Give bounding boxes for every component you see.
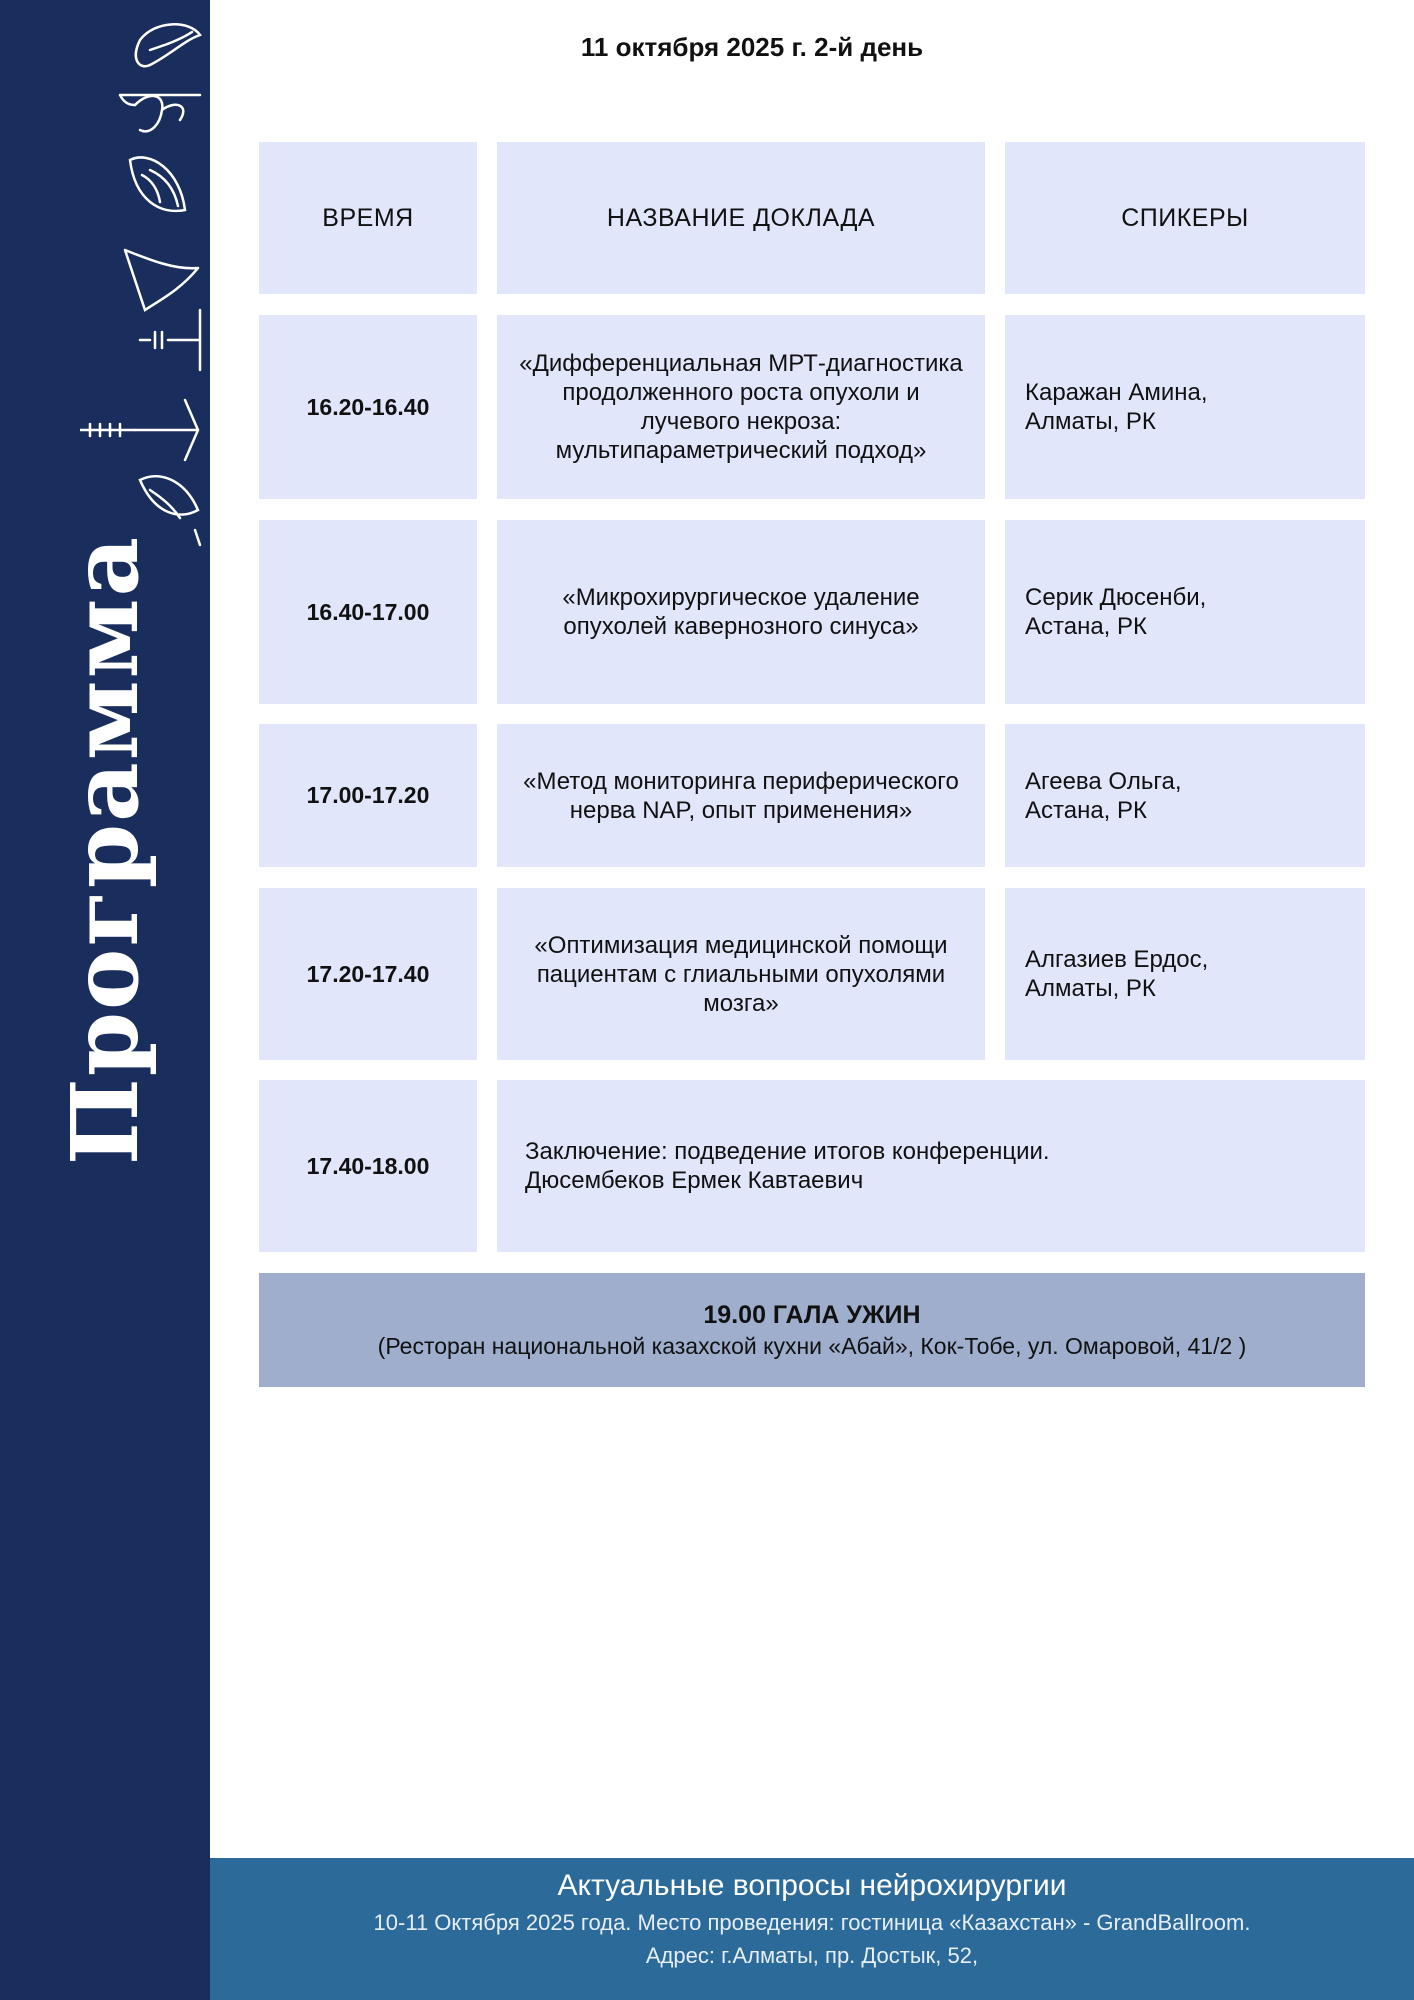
row-1-talk: «Дифференциальная МРТ-диагностика продолженного роста опухоли и лучевого некроза: мультипараметрический подход»	[497, 315, 985, 499]
gala-title: 19.00 ГАЛА УЖИН	[703, 1301, 921, 1329]
row-1-speaker: Каражан Амина,	[1025, 379, 1208, 406]
closing-time: 17.40-18.00	[259, 1080, 477, 1252]
row-3-time: 17.00-17.20	[259, 724, 477, 867]
program-vertical-title: Программа	[51, 534, 159, 1166]
row-2-location: Астана, РК	[1025, 613, 1148, 640]
row-2-speaker-cell	[1005, 520, 1365, 704]
closing-line-1: Заключение: подведение итогов конференции.	[525, 1138, 1050, 1165]
gala-subtitle: (Ресторан национальной казахской кухни «Абай», Кок-Тобе, ул. Омаровой, 41/2 )	[377, 1333, 1247, 1359]
header-talk: НАЗВАНИЕ ДОКЛАДА	[497, 142, 985, 294]
footer-address: Адрес: г.Алматы, пр. Достык, 52,	[645, 1943, 979, 1968]
closing-line-2: Дюсембеков Ермек Кавтаевич	[525, 1167, 864, 1194]
header-speakers: СПИКЕРЫ	[1005, 142, 1365, 294]
row-2-time: 16.40-17.00	[259, 520, 477, 704]
header-time: ВРЕМЯ	[259, 142, 477, 294]
closing-cell	[497, 1080, 1365, 1252]
row-3-talk: «Метод мониторинга периферического нерва NAP, опыт применения»	[497, 724, 985, 867]
almaty-ornament-icon	[80, 10, 205, 550]
sidebar	[0, 0, 210, 2000]
footer-title: Актуальные вопросы нейрохирургии	[557, 1869, 1067, 1902]
footer-date-venue: 10-11 Октября 2025 года. Место проведения: гостиница «Казахстан» - GrandBallroom.	[373, 1910, 1251, 1935]
row-3-location: Астана, РК	[1025, 796, 1148, 824]
row-2-speaker: Серик Дюсенби,	[1025, 584, 1207, 611]
row-1-time: 16.20-16.40	[259, 315, 477, 499]
row-4-location: Алматы, РК	[1025, 975, 1156, 1002]
row-4-speaker: Алгазиев Ердос,	[1025, 946, 1209, 973]
row-1-speaker-cell	[1005, 315, 1365, 499]
row-3-speaker-cell	[1005, 724, 1365, 867]
row-4-time: 17.20-17.40	[259, 888, 477, 1060]
footer	[210, 1858, 1414, 2000]
row-3-speaker: Агеева Ольга,	[1025, 767, 1182, 795]
row-1-location: Алматы, РК	[1025, 408, 1156, 435]
gala-dinner-banner	[259, 1273, 1365, 1387]
day-title: 11 октября 2025 г. 2-й день	[580, 32, 924, 62]
row-2-talk: «Микрохирургическое удаление опухолей кавернозного синуса»	[497, 520, 985, 704]
row-4-talk: «Оптимизация медицинской помощи пациентам с глиальными опухолями мозга»	[497, 888, 985, 1060]
row-4-speaker-cell	[1005, 888, 1365, 1060]
